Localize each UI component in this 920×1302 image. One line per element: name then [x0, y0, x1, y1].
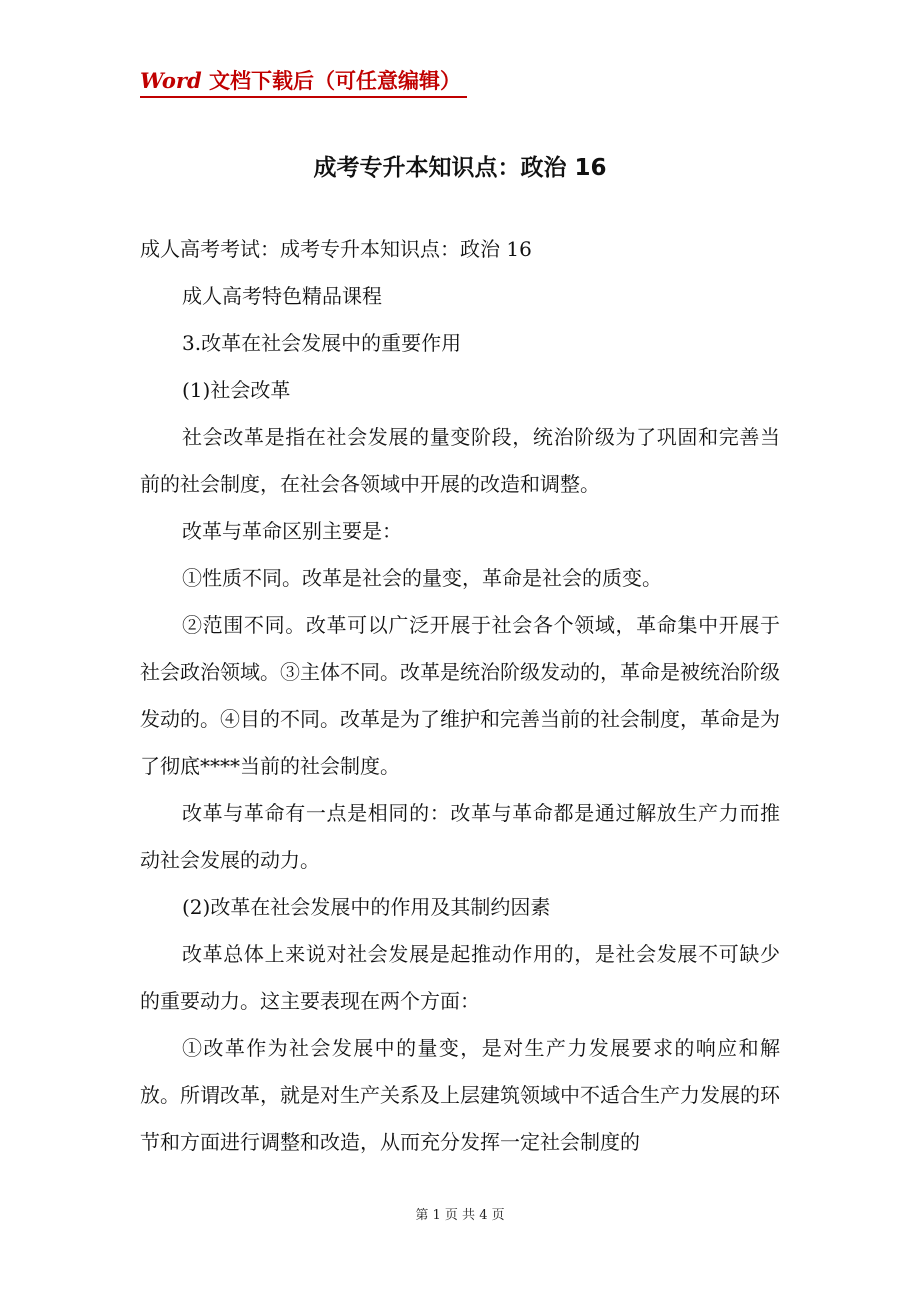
page-number: 第 1 页 共 4 页: [415, 1208, 505, 1223]
link-rest-text: 文档下载后（可任意编辑）: [201, 69, 461, 93]
paragraph: 改革与革命有一点是相同的：改革与革命都是通过解放生产力而推动社会发展的动力。: [140, 801, 780, 872]
paragraph: 成人高考特色精品课程: [182, 284, 382, 308]
paragraph: 社会改革是指在社会发展的量变阶段，统治阶级为了巩固和完善当前的社会制度，在社会各领域中开展的改造和调整。: [140, 425, 780, 496]
paragraph: 改革与革命区别主要是：: [182, 519, 402, 543]
subsection-heading: (2)改革在社会发展中的作用及其制约因素: [182, 895, 551, 919]
paragraph: ①改革作为社会发展中的量变，是对生产力发展要求的响应和解放。所谓改革，就是对生产关系及上层建筑领域中不适合生产力发展的环节和方面进行调整和改造，从而充分发挥一定社会制度的: [140, 1036, 780, 1154]
paragraph-intro: 成人高考考试：成考专升本知识点：政治 16: [140, 237, 532, 261]
subsection-heading: (1)社会改革: [182, 378, 291, 402]
paragraph: 改革总体上来说对社会发展是起推动作用的，是社会发展不可缺少的重要动力。这主要表现在两个方面：: [140, 942, 780, 1013]
download-edit-link[interactable]: [140, 66, 467, 98]
document-title: 成考专升本知识点：政治 16: [313, 155, 607, 181]
link-word-text: Word: [140, 68, 202, 93]
section-heading: 3.改革在社会发展中的重要作用: [182, 331, 462, 355]
paragraph: ①性质不同。改革是社会的量变，革命是社会的质变。: [182, 566, 662, 590]
document-body: [140, 226, 780, 1166]
paragraph: ②范围不同。改革可以广泛开展于社会各个领域，革命集中开展于社会政治领域。③主体不同。改革是统治阶级发动的，革命是被统治阶级发动的。④目的不同。改革是为了维护和完善当前的社会制度，革命是为了彻底****当前的社会制度。: [140, 613, 780, 778]
